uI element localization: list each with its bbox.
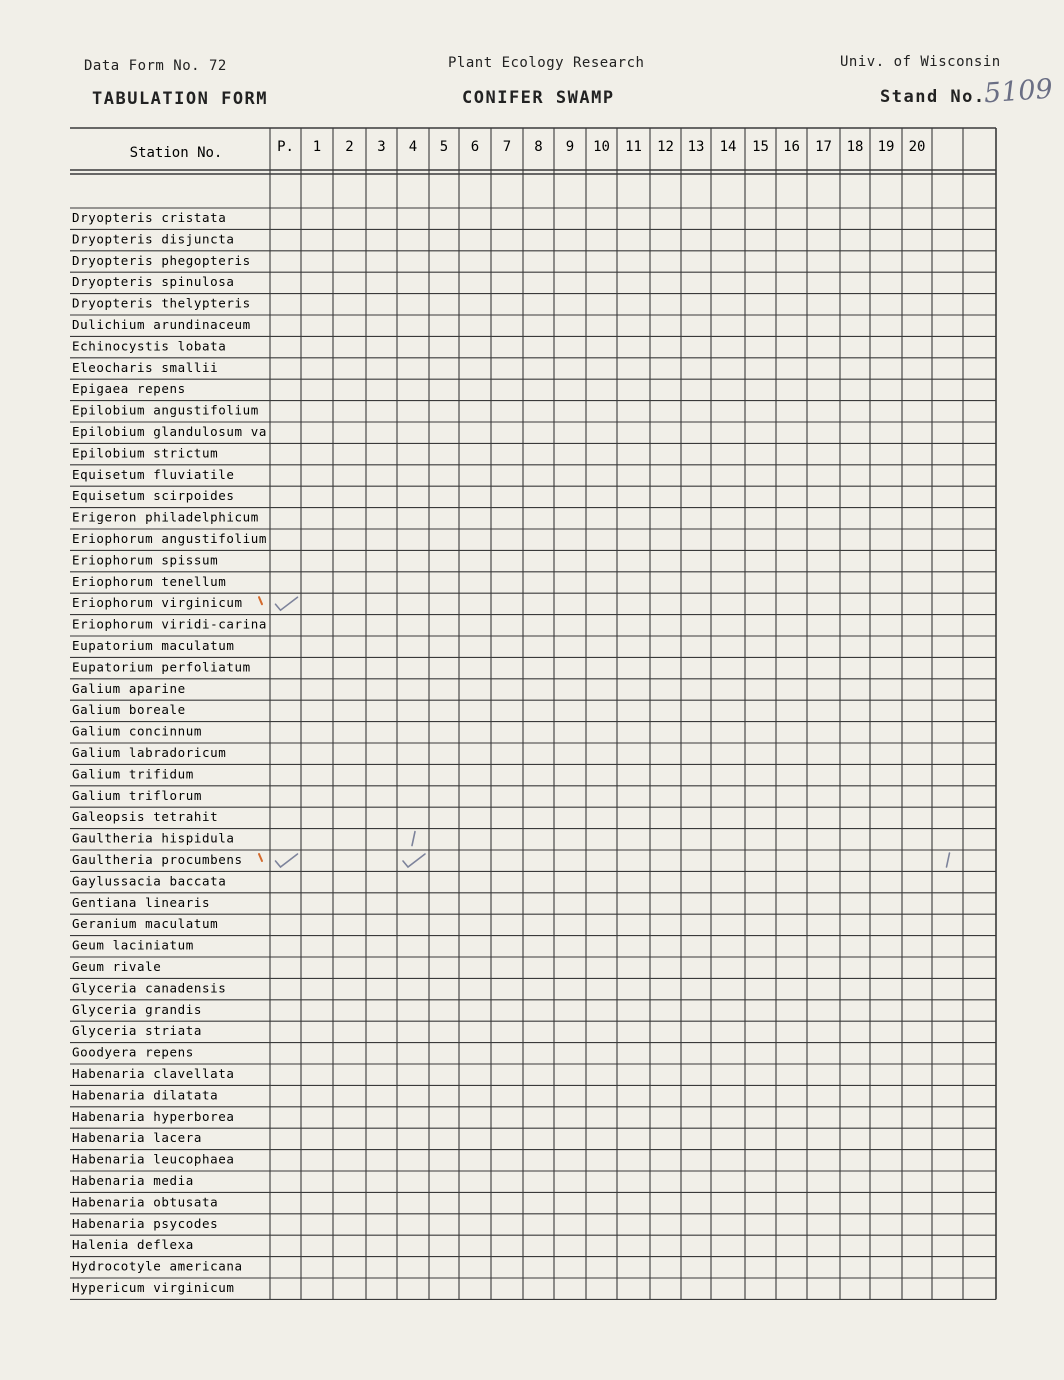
- form-title: TABULATION FORM: [92, 89, 269, 109]
- species-name: Dryopteris phegopteris: [72, 252, 251, 268]
- species-name: Habenaria lacera: [72, 1130, 203, 1146]
- column-header: 2: [345, 139, 354, 155]
- species-name: Eriophorum viridi-carina: [72, 616, 268, 632]
- column-header: 20: [908, 139, 926, 155]
- community-type: CONIFER SWAMP: [462, 88, 615, 108]
- column-header: 13: [687, 139, 705, 155]
- species-name: Galeopsis tetrahit: [72, 809, 219, 825]
- species-name: Dryopteris disjuncta: [72, 231, 235, 247]
- species-name: Glyceria canadensis: [72, 980, 227, 996]
- column-header: 7: [502, 139, 512, 155]
- species-name: Galium concinnum: [72, 723, 203, 739]
- species-name: Galium aparine: [72, 680, 186, 696]
- column-header: 19: [877, 139, 895, 155]
- check-mark: [403, 854, 425, 867]
- species-name: Habenaria hyperborea: [72, 1108, 235, 1124]
- species-name: Erigeron philadelphicum: [72, 509, 259, 525]
- column-header: 9: [565, 139, 575, 155]
- species-name: Habenaria obtusata: [72, 1194, 219, 1210]
- column-header: 17: [815, 139, 832, 155]
- column-header: 15: [752, 139, 769, 155]
- stand-number-value: 5109: [983, 73, 1054, 110]
- species-name: Habenaria psycodes: [72, 1215, 219, 1231]
- species-name: Gaultheria procumbens: [72, 852, 243, 867]
- organization-name: Plant Ecology Research: [448, 55, 645, 71]
- species-name: Habenaria media: [72, 1173, 194, 1188]
- column-header: 14: [719, 139, 737, 155]
- species-name: Habenaria leucophaea: [72, 1151, 235, 1167]
- species-name: Dryopteris spinulosa: [72, 274, 235, 290]
- species-name: Eriophorum tenellum: [72, 573, 227, 589]
- species-name: Glyceria striata: [72, 1023, 203, 1039]
- species-name: Halenia deflexa: [72, 1237, 194, 1253]
- species-name: Equisetum scirpoides: [72, 488, 235, 504]
- column-header: 6: [470, 139, 480, 155]
- column-header: 4: [408, 139, 418, 155]
- column-header: 18: [846, 139, 864, 155]
- species-name: Gaylussacia baccata: [72, 873, 227, 889]
- species-name: Glyceria grandis: [72, 1001, 203, 1017]
- tally-stroke: [947, 853, 950, 867]
- tally-stroke: [412, 832, 415, 846]
- species-name: Galium trifidum: [72, 766, 194, 782]
- species-name: Goodyera repens: [72, 1044, 194, 1060]
- column-header: 1: [312, 139, 322, 155]
- column-header: 3: [377, 139, 386, 155]
- species-name: Epigaea repens: [72, 381, 186, 397]
- column-header: P.: [277, 139, 294, 155]
- species-name: Galium boreale: [72, 702, 186, 718]
- column-header: 10: [593, 139, 610, 155]
- species-name: Epilobium glandulosum va: [72, 424, 268, 439]
- highlight-tick: [259, 597, 262, 604]
- species-name: Dryopteris cristata: [72, 210, 227, 225]
- species-name: Galium triflorum: [72, 787, 203, 803]
- species-name: Echinocystis lobata: [72, 338, 227, 354]
- stand-number-label: Stand No.: [880, 87, 986, 107]
- check-mark: [276, 854, 298, 867]
- form-number: Data Form No. 72: [84, 58, 227, 74]
- species-name: Hydrocotyle americana: [72, 1258, 243, 1274]
- species-name: Eupatorium perfoliatum: [72, 659, 251, 675]
- column-header: 8: [534, 139, 543, 155]
- species-name: Gaultheria hispidula: [72, 830, 235, 846]
- species-name: Epilobium angustifolium: [72, 402, 259, 418]
- species-name: Gentiana linearis: [72, 894, 211, 910]
- species-name: Habenaria dilatata: [72, 1087, 219, 1103]
- species-name: Geum laciniatum: [72, 937, 194, 953]
- species-name: Hypericum virginicum: [72, 1280, 235, 1295]
- species-name: Eriophorum angustifolium: [72, 531, 268, 546]
- highlight-tick: [259, 854, 262, 861]
- species-name: Epilobium strictum: [72, 445, 219, 461]
- species-name: Geum rivale: [72, 959, 162, 974]
- species-name: Geranium maculatum: [72, 916, 219, 932]
- species-name: Eriophorum spissum: [72, 552, 219, 568]
- column-header: 16: [783, 139, 800, 155]
- column-header: 5: [439, 139, 449, 155]
- species-name: Habenaria clavellata: [72, 1066, 235, 1081]
- station-number-label: Station No.: [129, 145, 223, 161]
- species-name: Eleocharis smallii: [72, 359, 219, 375]
- column-header: 11: [625, 139, 642, 155]
- species-name: Galium labradoricum: [72, 745, 227, 760]
- species-name: Equisetum fluviatile: [72, 466, 235, 482]
- check-mark: [276, 597, 298, 610]
- species-name: Dryopteris thelypteris: [72, 295, 251, 311]
- column-header: 12: [657, 139, 674, 155]
- institution-name: Univ. of Wisconsin: [840, 54, 1001, 70]
- species-name: Eupatorium maculatum: [72, 638, 235, 653]
- species-name: Dulichium arundinaceum: [72, 317, 251, 332]
- species-name: Eriophorum virginicum: [72, 595, 243, 611]
